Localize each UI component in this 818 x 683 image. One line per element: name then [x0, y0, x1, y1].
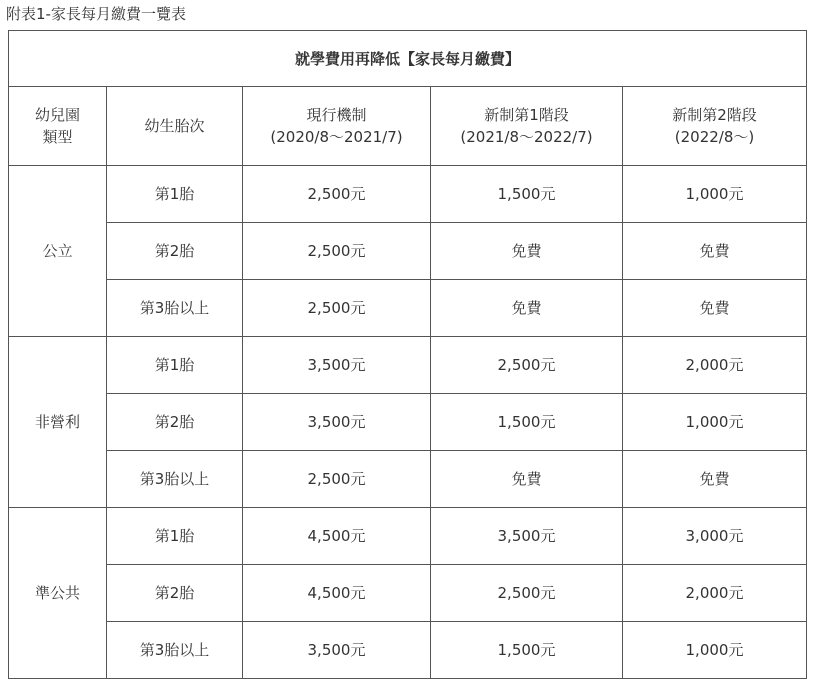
- order-cell: 第1胎: [107, 508, 243, 565]
- order-cell: 第1胎: [107, 166, 243, 223]
- order-cell: 第2胎: [107, 565, 243, 622]
- table-row: [9, 508, 807, 565]
- header-current: [243, 87, 431, 166]
- stage1-fee-cell: 2,500元: [431, 337, 623, 394]
- stage2-fee-cell: 免費: [623, 223, 807, 280]
- header-stage1: [431, 87, 623, 166]
- header-type-line-2: 類型: [42, 128, 73, 146]
- stage1-fee-cell: 免費: [431, 280, 623, 337]
- header-current-line-1: 現行機制: [306, 106, 367, 124]
- type-cell: 準公共: [9, 508, 107, 679]
- stage2-fee-cell: 免費: [623, 280, 807, 337]
- current-fee-cell: 3,500元: [243, 337, 431, 394]
- current-fee-cell: 3,500元: [243, 394, 431, 451]
- current-fee-cell: 3,500元: [243, 622, 431, 679]
- table-row: [9, 280, 807, 337]
- current-fee-cell: 2,500元: [243, 166, 431, 223]
- order-cell: 第1胎: [107, 337, 243, 394]
- type-cell: 公立: [9, 166, 107, 337]
- stage2-fee-cell: 1,000元: [623, 394, 807, 451]
- stage2-fee-cell: 免費: [623, 451, 807, 508]
- stage1-fee-cell: 免費: [431, 451, 623, 508]
- order-cell: 第3胎以上: [107, 622, 243, 679]
- type-cell: 非營利: [9, 337, 107, 508]
- table-row: [9, 223, 807, 280]
- header-type-line-1: 幼兒園: [34, 106, 80, 124]
- stage2-fee-cell: 3,000元: [623, 508, 807, 565]
- order-cell: 第2胎: [107, 394, 243, 451]
- table-title: 就學費用再降低【家長每月繳費】: [9, 31, 807, 87]
- current-fee-cell: 4,500元: [243, 508, 431, 565]
- table-row: [9, 166, 807, 223]
- table-caption: 附表1-家長每月繳費一覽表: [6, 5, 186, 23]
- current-fee-cell: 2,500元: [243, 223, 431, 280]
- order-cell: 第3胎以上: [107, 451, 243, 508]
- stage2-fee-cell: 2,000元: [623, 565, 807, 622]
- header-stage1-line-1: 新制第1階段: [484, 106, 569, 124]
- fee-table: [8, 30, 807, 679]
- stage2-fee-cell: 1,000元: [623, 622, 807, 679]
- stage2-fee-cell: 2,000元: [623, 337, 807, 394]
- header-stage2-line-2: (2022/8～): [674, 128, 755, 146]
- current-fee-cell: 4,500元: [243, 565, 431, 622]
- table-row: [9, 622, 807, 679]
- table-row: [9, 394, 807, 451]
- header-stage2: [623, 87, 807, 166]
- header-current-line-2: (2020/8～2021/7): [270, 128, 403, 146]
- stage1-fee-cell: 1,500元: [431, 394, 623, 451]
- header-stage1-line-2: (2021/8～2022/7): [460, 128, 593, 146]
- header-order: 幼生胎次: [107, 87, 243, 166]
- current-fee-cell: 2,500元: [243, 280, 431, 337]
- order-cell: 第3胎以上: [107, 280, 243, 337]
- header-stage2-line-1: 新制第2階段: [672, 106, 757, 124]
- stage1-fee-cell: 1,500元: [431, 622, 623, 679]
- table-row: [9, 337, 807, 394]
- table-row: [9, 565, 807, 622]
- table-row: [9, 451, 807, 508]
- order-cell: 第2胎: [107, 223, 243, 280]
- stage1-fee-cell: 1,500元: [431, 166, 623, 223]
- header-row: [9, 87, 807, 166]
- current-fee-cell: 2,500元: [243, 451, 431, 508]
- stage1-fee-cell: 2,500元: [431, 565, 623, 622]
- stage2-fee-cell: 1,000元: [623, 166, 807, 223]
- stage1-fee-cell: 3,500元: [431, 508, 623, 565]
- stage1-fee-cell: 免費: [431, 223, 623, 280]
- header-type: [9, 87, 107, 166]
